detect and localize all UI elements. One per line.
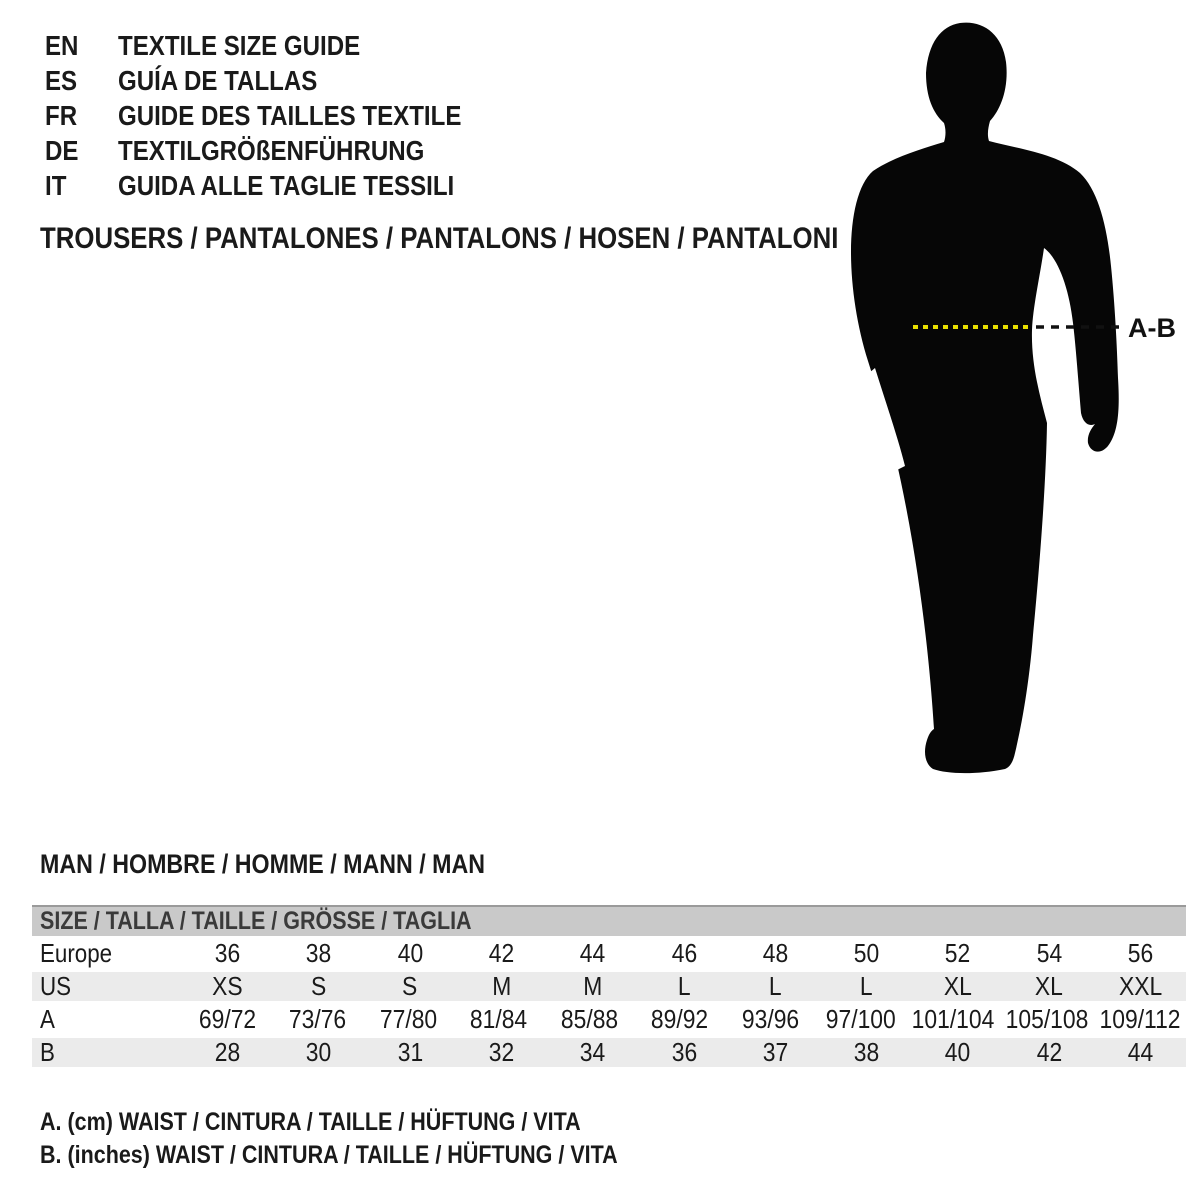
- table-cell: 46: [671, 938, 697, 968]
- footnote-a: A. (cm) WAIST / CINTURA / TAILLE / HÜFTUNG / VITA: [40, 1108, 581, 1136]
- language-title: TEXTILE SIZE GUIDE: [118, 29, 361, 61]
- table-cell: 52: [945, 938, 971, 968]
- row-label: B: [40, 1037, 55, 1067]
- table-cell: L: [768, 971, 782, 1001]
- table-cell: 36: [671, 1037, 697, 1067]
- table-cell: 30: [306, 1037, 332, 1067]
- language-title: GUIDE DES TAILLES TEXTILE: [118, 99, 462, 131]
- language-code: EN: [45, 29, 79, 61]
- man-silhouette-svg: [848, 18, 1178, 778]
- table-cell: XXL: [1118, 971, 1162, 1001]
- table-cell: 34: [579, 1037, 606, 1067]
- language-row-fr: [45, 98, 517, 133]
- table-cell: 73/76: [289, 1004, 347, 1034]
- table-cell: 38: [853, 1037, 880, 1067]
- table-cell: 56: [1127, 938, 1154, 968]
- table-cell: 42: [1036, 1037, 1062, 1067]
- table-cell: 38: [306, 938, 332, 968]
- table-row-b-inches: [32, 1038, 1186, 1067]
- language-code: FR: [45, 99, 78, 131]
- section-heading-man: MAN / HOMBRE / HOMME / MANN / MAN: [40, 849, 486, 879]
- table-cell: 97/100: [825, 1004, 896, 1034]
- table-cell: L: [860, 971, 873, 1001]
- man-silhouette-body: [851, 23, 1119, 774]
- table-cell: 32: [488, 1037, 515, 1067]
- language-row-en: [45, 28, 517, 63]
- language-code: IT: [45, 169, 67, 201]
- table-cell: XS: [212, 971, 243, 1001]
- garment-heading: TROUSERS / PANTALONES / PANTALONS / HOSEN / PANTALONI: [40, 222, 839, 255]
- table-cell: 40: [945, 1037, 971, 1067]
- language-row-es: [45, 63, 517, 98]
- table-cell: 48: [762, 938, 788, 968]
- language-row-de: [45, 133, 517, 168]
- table-cell: 31: [397, 1037, 423, 1067]
- table-cell: 93/96: [741, 1004, 799, 1034]
- table-cell: L: [677, 971, 691, 1001]
- table-cell: M: [583, 971, 603, 1001]
- table-cell: 89/92: [651, 1004, 709, 1034]
- table-cell: 101/104: [911, 1004, 995, 1034]
- waist-measure-label: A-B: [1128, 313, 1176, 343]
- table-cell: XL: [943, 971, 972, 1001]
- row-label: A: [40, 1004, 55, 1034]
- table-cell: 77/80: [379, 1004, 437, 1034]
- language-legend: [45, 28, 517, 203]
- table-cell: 44: [1127, 1037, 1154, 1067]
- table-cell: 50: [853, 938, 880, 968]
- table-cell: M: [491, 971, 511, 1001]
- table-cell: 42: [488, 938, 515, 968]
- table-cell: 37: [762, 1037, 788, 1067]
- table-cell: 28: [214, 1037, 241, 1067]
- size-table-header: SIZE / TALLA / TAILLE / GRÖSSE / TAGLIA: [32, 905, 1186, 936]
- row-label: Europe: [40, 938, 113, 968]
- table-cell: 105/108: [1005, 1004, 1089, 1034]
- man-silhouette-figure: [848, 18, 1178, 778]
- table-row-a-cm: [32, 1005, 1186, 1034]
- table-row-europe: [32, 939, 1186, 968]
- language-code: ES: [45, 64, 78, 96]
- footnote-b: B. (inches) WAIST / CINTURA / TAILLE / HÜFTUNG / VITA: [40, 1141, 618, 1169]
- language-title: GUÍA DE TALLAS: [118, 64, 318, 96]
- table-cell: XL: [1035, 971, 1064, 1001]
- size-table: [32, 905, 1186, 1071]
- table-cell: 81/84: [470, 1004, 528, 1034]
- table-cell: 54: [1036, 938, 1062, 968]
- language-code: DE: [45, 134, 79, 166]
- language-row-it: [45, 168, 517, 203]
- table-cell: 36: [214, 938, 241, 968]
- table-cell: 44: [579, 938, 606, 968]
- row-label: US: [40, 971, 72, 1001]
- table-cell: 109/112: [1099, 1004, 1181, 1034]
- language-title: TEXTILGRÖßENFÜHRUNG: [118, 134, 425, 166]
- table-cell: 69/72: [198, 1004, 256, 1034]
- table-cell: 85/88: [560, 1004, 618, 1034]
- footnotes: [40, 1106, 712, 1172]
- table-row-us: [32, 972, 1186, 1001]
- table-cell: S: [311, 971, 327, 1001]
- table-cell: 40: [397, 938, 423, 968]
- language-title: GUIDA ALLE TAGLIE TESSILI: [118, 169, 455, 201]
- table-cell: S: [402, 971, 418, 1001]
